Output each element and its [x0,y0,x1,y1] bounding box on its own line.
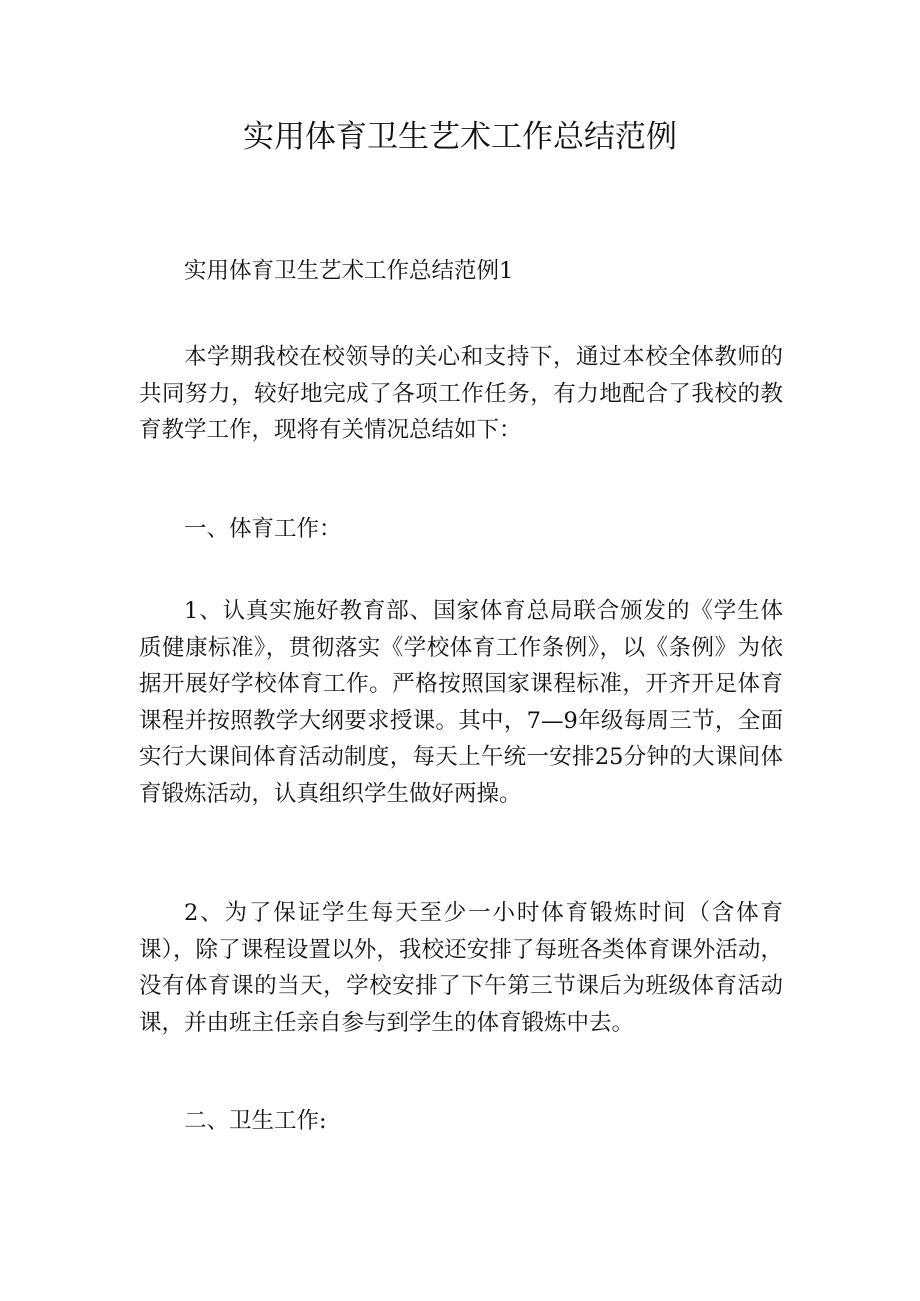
subtitle-paragraph: 实用体育卫生艺术工作总结范例1 [184,258,514,284]
intro-paragraph: 本学期我校在校领导的关心和支持下，通过本校全体教师的共同努力，较好地完成了各项工作任务，有力地配合了我校的教育教学工作，现将有关情况总结如下： [139,344,783,443]
sports-item-1-paragraph: 1、认真实施好教育部、国家体育总局联合颁发的《学生体质健康标准》，贯彻落实《学校体育工作条例》，以《条例》为依据开展好学校体育工作。严格按照国家课程标准，开齐开足体育课程并按照教学大纲要求授课。其中，7—9年级每周三节，全面实行大课间体育活动制度，每天上午统一安排25分钟的大课间体育锻炼活动，认真组织学生做好两操。 [139,598,783,807]
sports-item-2-paragraph: 2、为了保证学生每天至少一小时体育锻炼时间（含体育课），除了课程设置以外，我校还安排了每班各类体育课外活动，没有体育课的当天，学校安排了下午第三节课后为班级体育活动课，并由班主任亲自参与到学生的体育锻炼中去。 [139,900,783,1036]
section-heading-hygiene: 二、卫生工作: [184,1108,327,1134]
section-heading-sports: 一、体育工作： [184,516,342,542]
document-title: 实用体育卫生艺术工作总结范例 [243,119,677,155]
